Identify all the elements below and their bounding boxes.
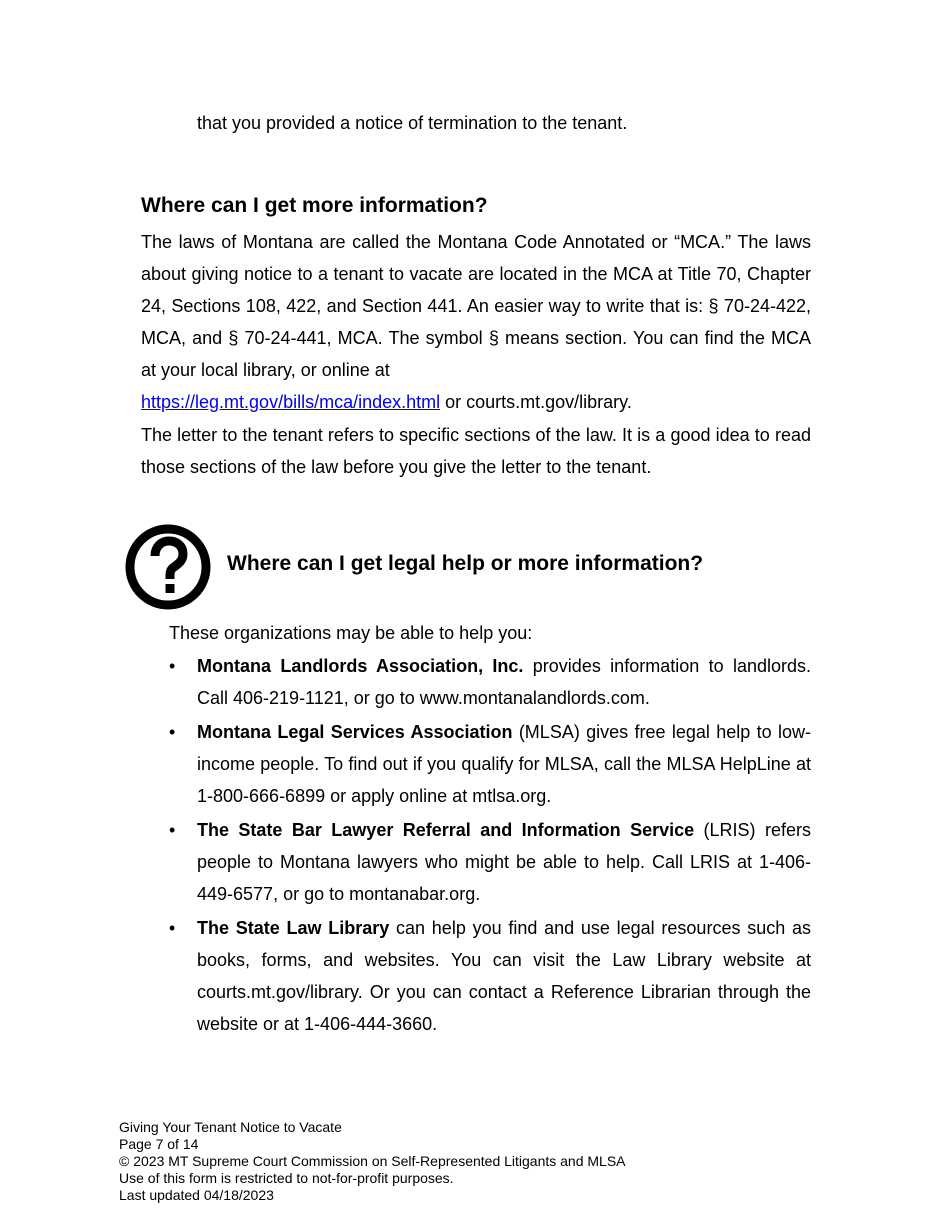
org-name: The State Bar Lawyer Referral and Information Service — [197, 820, 695, 840]
organization-list — [169, 650, 811, 1042]
more-info-heading: Where can I get more information? — [141, 194, 488, 217]
list-item — [169, 912, 811, 1040]
mca-link-line — [141, 386, 811, 418]
page-footer — [119, 1119, 819, 1204]
footer-updated: Last updated 04/18/2023 — [119, 1187, 274, 1203]
bullet: • — [169, 656, 176, 676]
org-description: provides information to landlords. Call 406-219-1121, or go to www.montanalandlords.com. — [197, 656, 811, 708]
organizations-intro: These organizations may be able to help you: — [169, 623, 533, 643]
footer-restriction: Use of this form is restricted to not-for-profit purposes. — [119, 1170, 454, 1186]
footer-title: Giving Your Tenant Notice to Vacate — [119, 1119, 342, 1135]
org-description: can help you find and use legal resources such as books, forms, and websites. You can visit the Law Library website at courts.mt.gov/library. Or you can contact a Reference Librarian through the website or at 1-406-444-3660. — [197, 918, 811, 1034]
list-item — [169, 814, 811, 910]
org-name: Montana Landlords Association, Inc. — [197, 656, 524, 676]
continuation-text: that you provided a notice of termination to the tenant. — [197, 113, 628, 133]
legal-help-heading: Where can I get legal help or more information? — [227, 552, 704, 575]
letter-paragraph: The letter to the tenant refers to specific sections of the law. It is a good idea to read those sections of the law before you give the letter to the tenant. — [141, 425, 811, 477]
org-description: (MLSA) gives free legal help to low-income people. To find out if you qualify for MLSA, call the MLSA HelpLine at 1-800-666-6899 or apply online at mtlsa.org. — [197, 722, 811, 806]
org-name: The State Law Library — [197, 918, 390, 938]
bullet: • — [169, 820, 176, 840]
bullet: • — [169, 722, 176, 742]
org-description: (LRIS) refers people to Montana lawyers who might be able to help. Call LRIS at 1-406-449-6577, or go to montanabar.org. — [197, 820, 811, 904]
footer-page-number: Page 7 of 14 — [119, 1136, 199, 1152]
mca-link[interactable]: https://leg.mt.gov/bills/mca/index.html — [141, 392, 441, 412]
mca-paragraph-text: The laws of Montana are called the Montana Code Annotated or “MCA.” The laws about giving notice to a tenant to vacate are located in the MCA at Title 70, Chapter 24, Sections 108, 422, and Section 441. An easier way to write that is: § 70-24-422, MCA, and § 70-24-441, MCA. The symbol § means section. You can find the MCA at your local library, or online at — [141, 232, 811, 380]
org-name: Montana Legal Services Association — [197, 722, 513, 742]
question-circle-icon — [124, 523, 212, 611]
mca-paragraph — [141, 226, 811, 418]
list-item — [169, 650, 811, 714]
bullet: • — [169, 918, 176, 938]
footer-copyright: © 2023 MT Supreme Court Commission on Self-Represented Litigants and MLSA — [119, 1153, 626, 1169]
mca-link-suffix: or courts.mt.gov/library. — [440, 392, 632, 412]
list-item — [169, 716, 811, 812]
